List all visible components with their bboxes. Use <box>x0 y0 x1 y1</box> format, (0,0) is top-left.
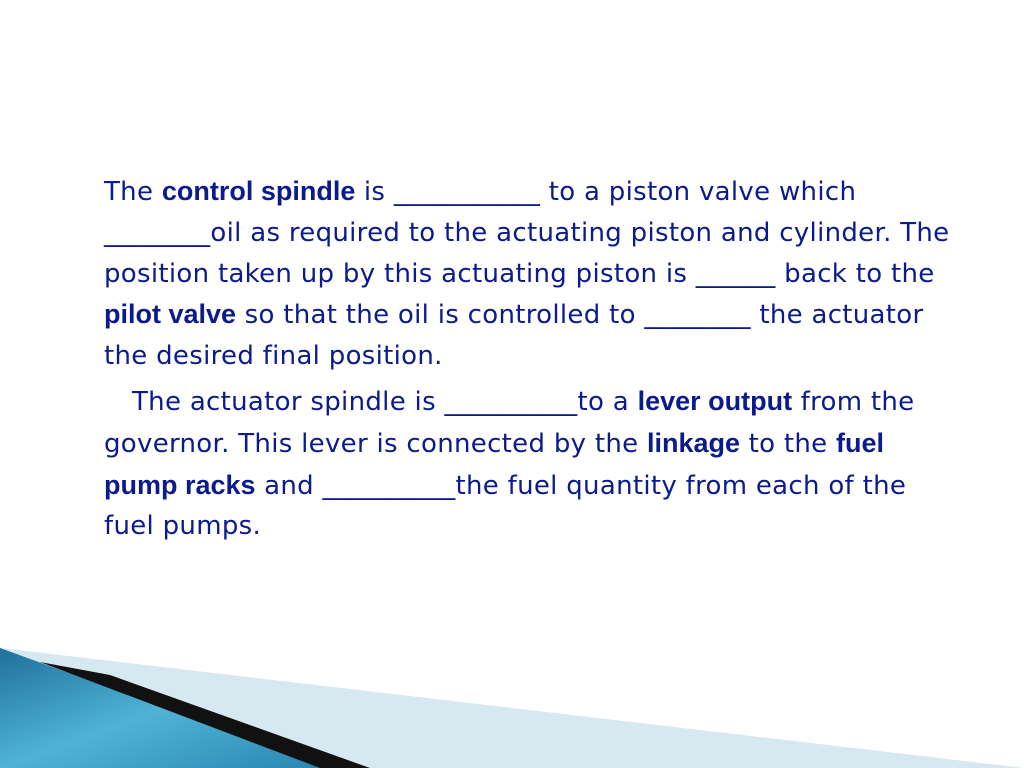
light-band <box>0 648 1024 768</box>
paragraph-2-text-4: and __________the fuel quantity from each of the fuel pumps. <box>104 470 907 542</box>
blue-band <box>0 648 330 768</box>
dark-band <box>40 662 370 768</box>
keyword-lever-output: lever output <box>637 385 793 416</box>
paragraph-1-text-2: is ___________ to a piston valve which ________oil as required to the actuating piston and cylinder. The position taken up by this actuating piston is ______ back to the <box>104 177 950 289</box>
slide-text <box>104 171 964 547</box>
paragraph-2-text-2: from the governor. This lever is connected by the <box>104 386 915 459</box>
keyword-fuel-pump-racks: fuel pump racks <box>104 427 885 500</box>
paragraph-1-text-1: The <box>104 177 162 207</box>
paragraph-1 <box>104 171 964 377</box>
paragraph-2 <box>104 381 964 547</box>
paragraph-2-text-1: The actuator spindle is __________to a <box>132 386 638 417</box>
keyword-control-spindle: control spindle <box>161 176 356 206</box>
keyword-pilot-valve: pilot valve <box>104 299 237 330</box>
keyword-linkage: linkage <box>647 427 741 458</box>
paragraph-1-text-3: so that the oil is controlled to ________ the actuator the desired final position. <box>104 300 924 372</box>
paragraph-2-text-3: to the <box>740 428 837 459</box>
